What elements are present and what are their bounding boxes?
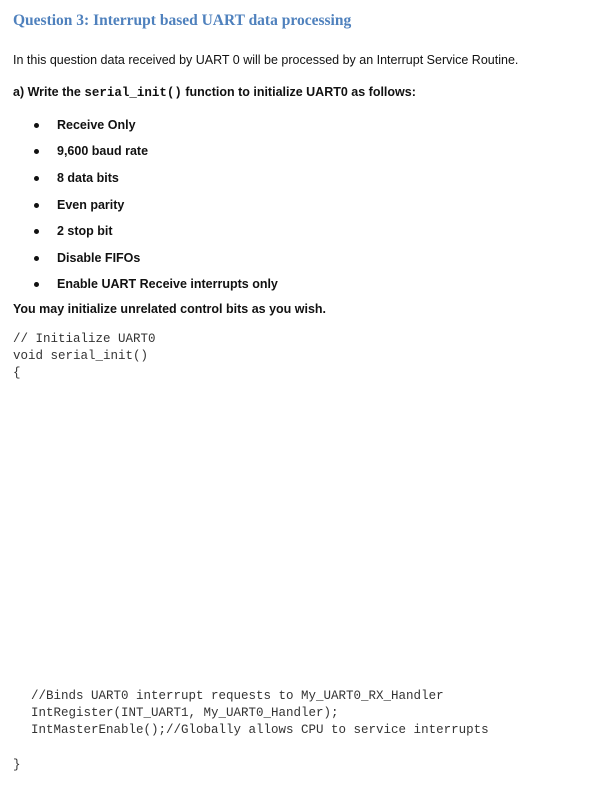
requirement-text: Enable UART Receive interrupts only: [57, 277, 278, 291]
part-a-suffix: function to initialize UART0 as follows:: [181, 85, 416, 99]
code-comment-binds: //Binds UART0 interrupt requests to My_UART0_RX_Handler: [31, 689, 444, 703]
bullet-icon: [34, 229, 39, 234]
requirement-text: Even parity: [57, 198, 125, 212]
code-comment-initialize: // Initialize UART0: [13, 332, 156, 346]
requirement-text: Disable FIFOs: [57, 251, 141, 265]
code-function-signature: void serial_init(): [13, 349, 149, 363]
requirement-text: 2 stop bit: [57, 224, 113, 238]
bullet-icon: [34, 203, 39, 208]
requirement-text: Receive Only: [57, 118, 136, 132]
requirement-text: 9,600 baud rate: [57, 144, 149, 158]
question-title: Question 3: Interrupt based UART data processing: [13, 12, 352, 29]
bullet-icon: [34, 282, 39, 287]
bullet-icon: [34, 149, 39, 154]
question-intro: In this question data received by UART 0 will be processed by an Interrupt Service Routine.: [13, 53, 519, 67]
code-open-brace: {: [13, 366, 21, 380]
bullet-icon: [34, 256, 39, 261]
code-int-master-enable: IntMasterEnable();//Globally allows CPU to service interrupts: [31, 723, 489, 737]
code-close-brace: }: [13, 758, 21, 772]
part-a-instruction: [13, 85, 416, 100]
part-a-prefix: a) Write the: [13, 85, 85, 99]
bullet-icon: [34, 123, 39, 128]
code-int-register: IntRegister(INT_UART1, My_UART0_Handler);: [31, 706, 339, 720]
bullet-icon: [34, 176, 39, 181]
note-text: You may initialize unrelated control bits as you wish.: [13, 302, 327, 316]
function-name: serial_init(): [84, 86, 182, 100]
requirement-text: 8 data bits: [57, 171, 119, 185]
